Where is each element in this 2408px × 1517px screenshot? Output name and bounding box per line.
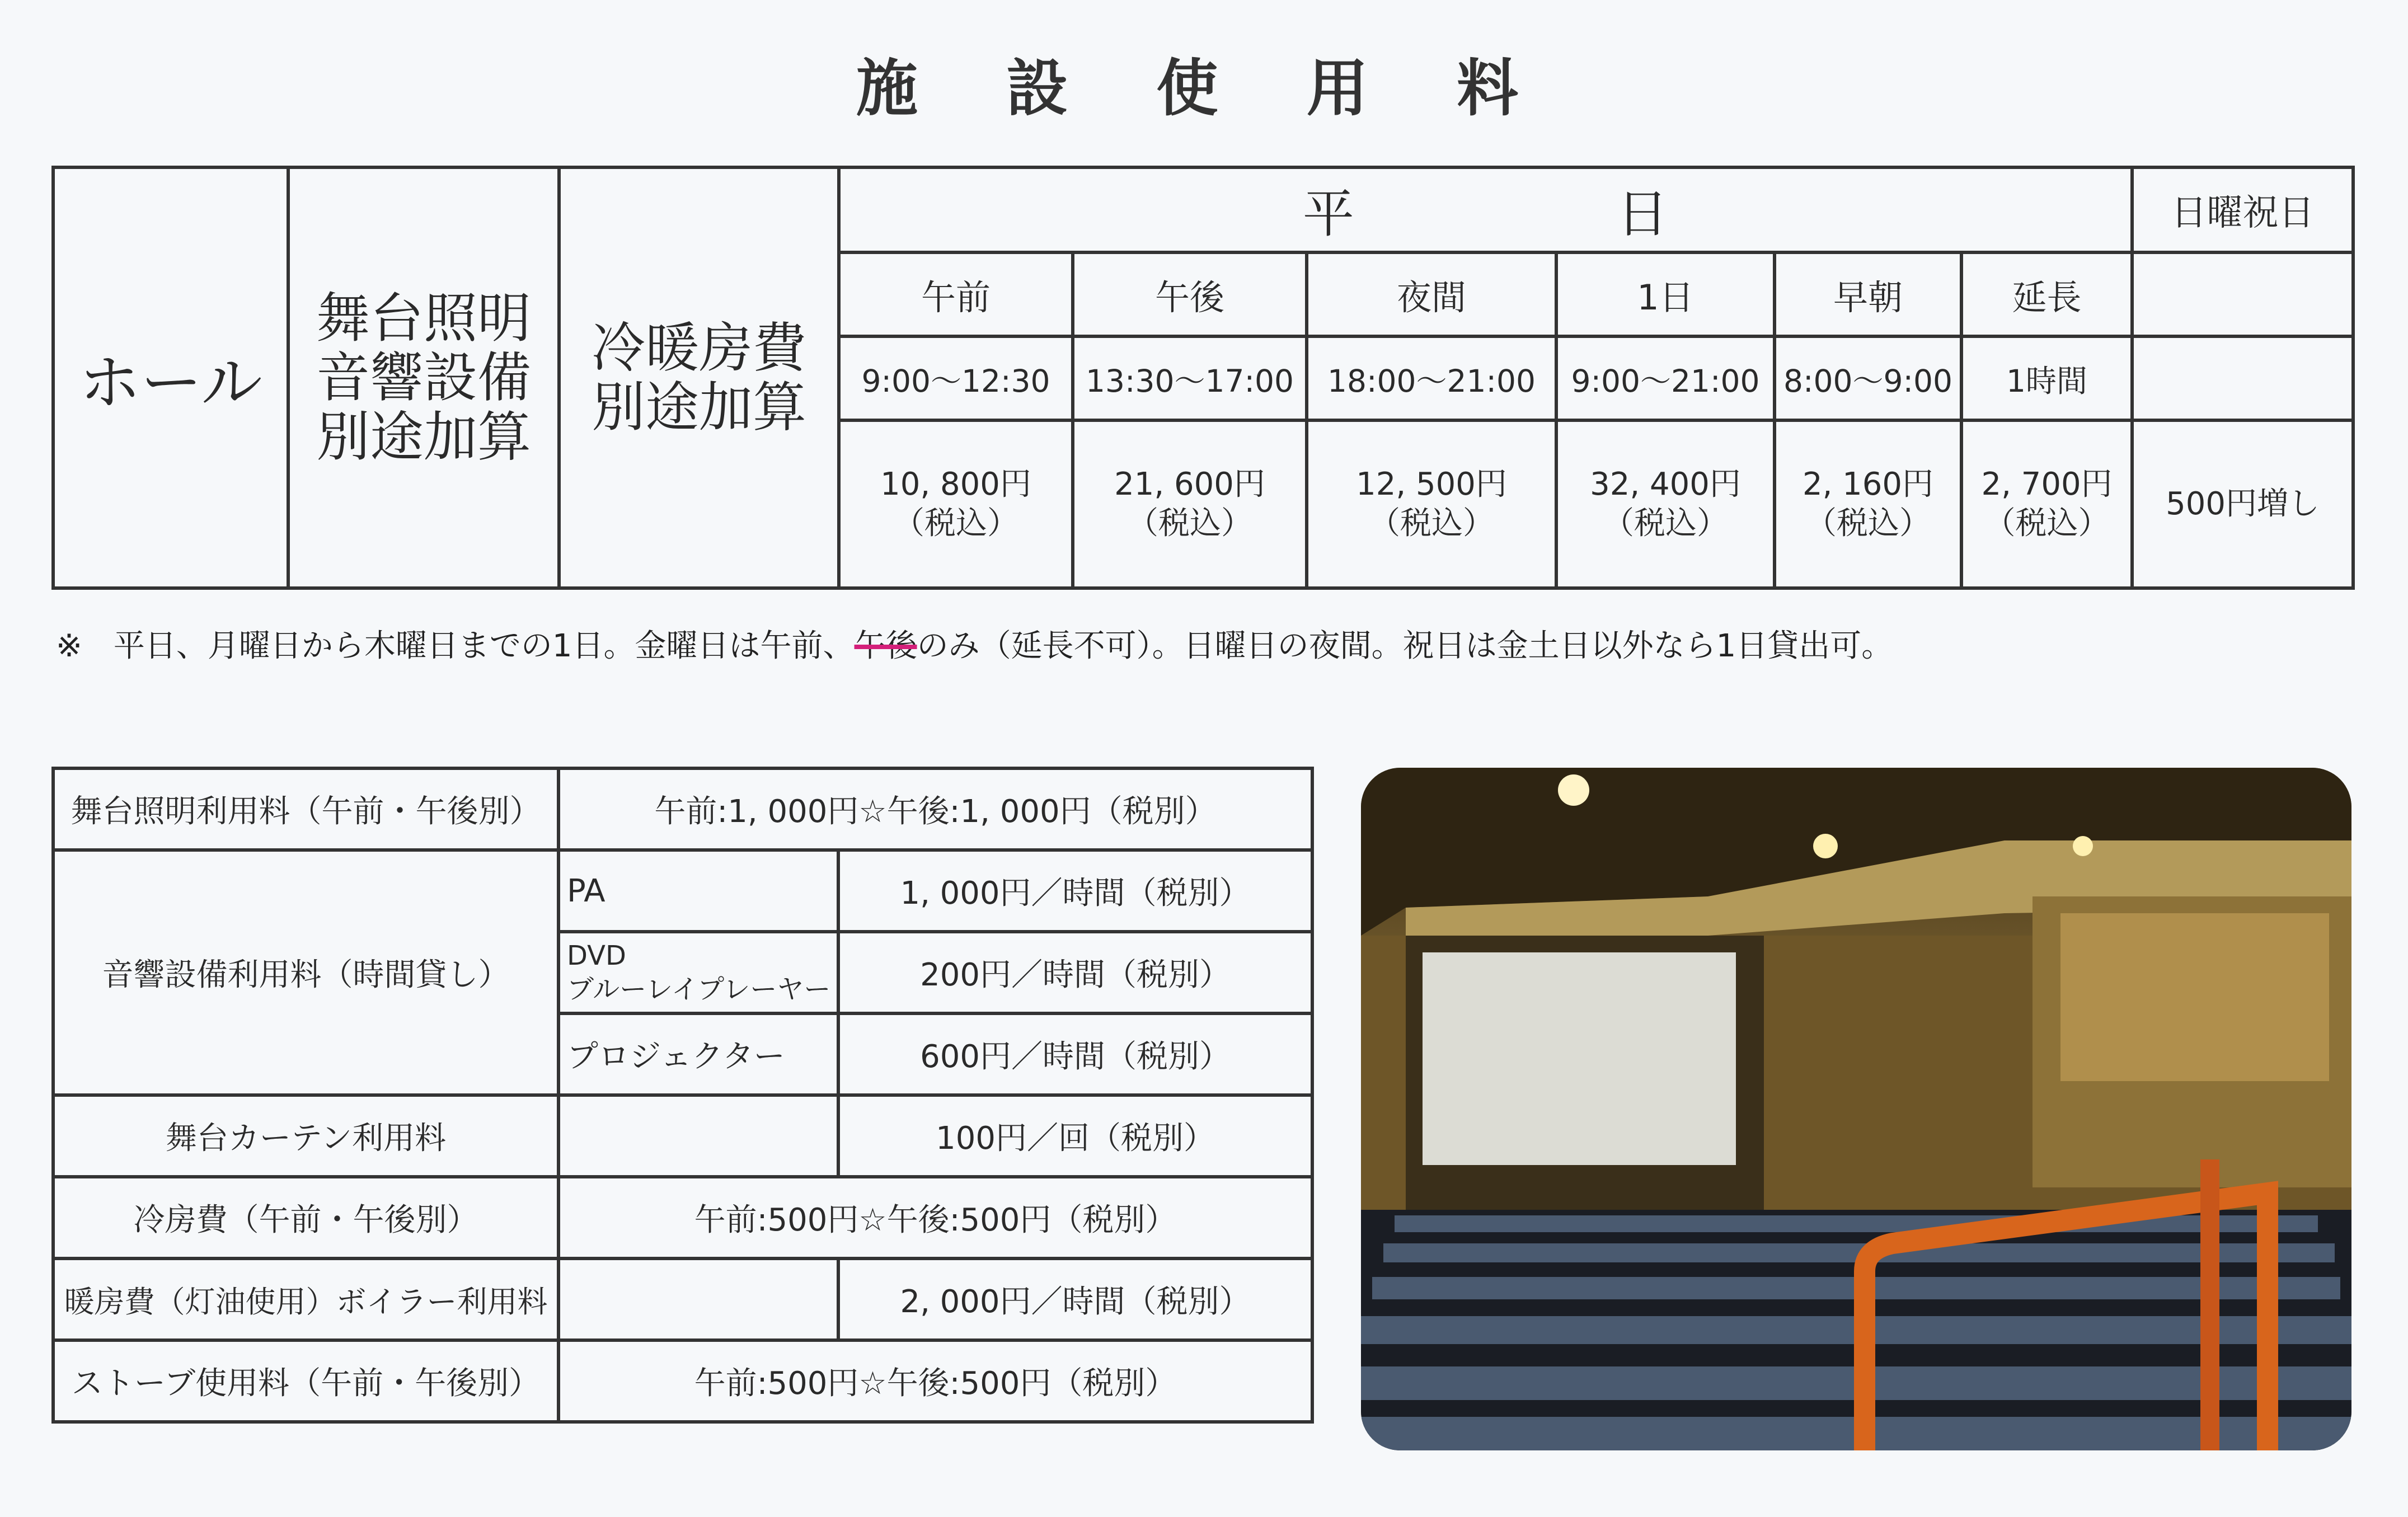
ac-note: 冷暖房費 別途加算	[559, 167, 839, 588]
theater-hall-photo	[1361, 768, 2351, 1450]
col-price: 32, 400円 （税込）	[1556, 420, 1775, 588]
col-price: 2, 700円 （税込）	[1961, 420, 2132, 588]
row-price: 1, 000円／時間（税別）	[838, 850, 1312, 932]
col-time: 1時間	[1961, 336, 2132, 420]
col-name: 午後	[1073, 252, 1307, 336]
empty-cell	[558, 1095, 838, 1177]
row-label: 舞台カーテン利用料	[53, 1095, 558, 1177]
item-label: DVD ブルーレイプレーヤー	[558, 932, 838, 1013]
col-time: 18:00〜21:00	[1307, 336, 1556, 420]
row-price: 100円／回（税別）	[838, 1095, 1312, 1177]
item-label: PA	[558, 850, 838, 932]
row-label: 舞台照明利用料（午前・午後別）	[53, 768, 558, 850]
weekday-header: 平 日	[839, 167, 2132, 252]
theater-illustration	[1361, 768, 2351, 1450]
row-label: 暖房費（灯油使用）ボイラー利用料	[53, 1258, 558, 1340]
item-label: プロジェクター	[558, 1013, 838, 1095]
usage-note: ※ 平日、月曜日から木曜日までの1日。金曜日は午前、午後のみ（延長不可）。日曜日の夜間。祝日は金土日以外なら1日貸出可。	[56, 628, 1893, 664]
col-name: 延長	[1961, 252, 2132, 336]
row-label: ストーブ使用料（午前・午後別）	[53, 1340, 558, 1422]
col-price: 10, 800円 （税込）	[839, 420, 1073, 588]
col-price: 2, 160円 （税込）	[1775, 420, 1961, 588]
col-price: 21, 600円 （税込）	[1073, 420, 1307, 588]
col-time: 9:00〜12:30	[839, 336, 1073, 420]
row-label: 音響設備利用料（時間貸し）	[53, 850, 558, 1095]
col-name: 夜間	[1307, 252, 1556, 336]
col-time: 9:00〜21:00	[1556, 336, 1775, 420]
page-title: 施 設 使 用 料	[856, 53, 1552, 124]
empty-cell	[558, 1258, 838, 1340]
row-price: 2, 000円／時間（税別）	[838, 1258, 1312, 1340]
col-time: 13:30〜17:00	[1073, 336, 1307, 420]
col-name: 午前	[839, 252, 1073, 336]
empty-cell	[2132, 252, 2353, 336]
row-price: 午前:500円☆午後:500円（税別）	[558, 1177, 1312, 1258]
row-price: 午前:1, 000円☆午後:1, 000円（税別）	[558, 768, 1312, 850]
facility-fee-table	[51, 166, 2355, 590]
col-name: 1日	[1556, 252, 1775, 336]
col-name: 早朝	[1775, 252, 1961, 336]
row-price: 200円／時間（税別）	[838, 932, 1312, 1013]
empty-cell	[2132, 336, 2353, 420]
col-time: 8:00〜9:00	[1775, 336, 1961, 420]
stage-note: 舞台照明 音響設備 別途加算	[288, 167, 559, 588]
holiday-header: 日曜祝日	[2132, 167, 2353, 252]
row-price: 600円／時間（税別）	[838, 1013, 1312, 1095]
holiday-price: 500円増し	[2132, 420, 2353, 588]
col-price: 12, 500円 （税込）	[1307, 420, 1556, 588]
row-label: 冷房費（午前・午後別）	[53, 1177, 558, 1258]
equipment-fee-table	[51, 767, 1314, 1424]
row-price: 午前:500円☆午後:500円（税別）	[558, 1340, 1312, 1422]
struck-text: 午後	[854, 628, 917, 664]
hall-label: ホール	[53, 167, 288, 588]
